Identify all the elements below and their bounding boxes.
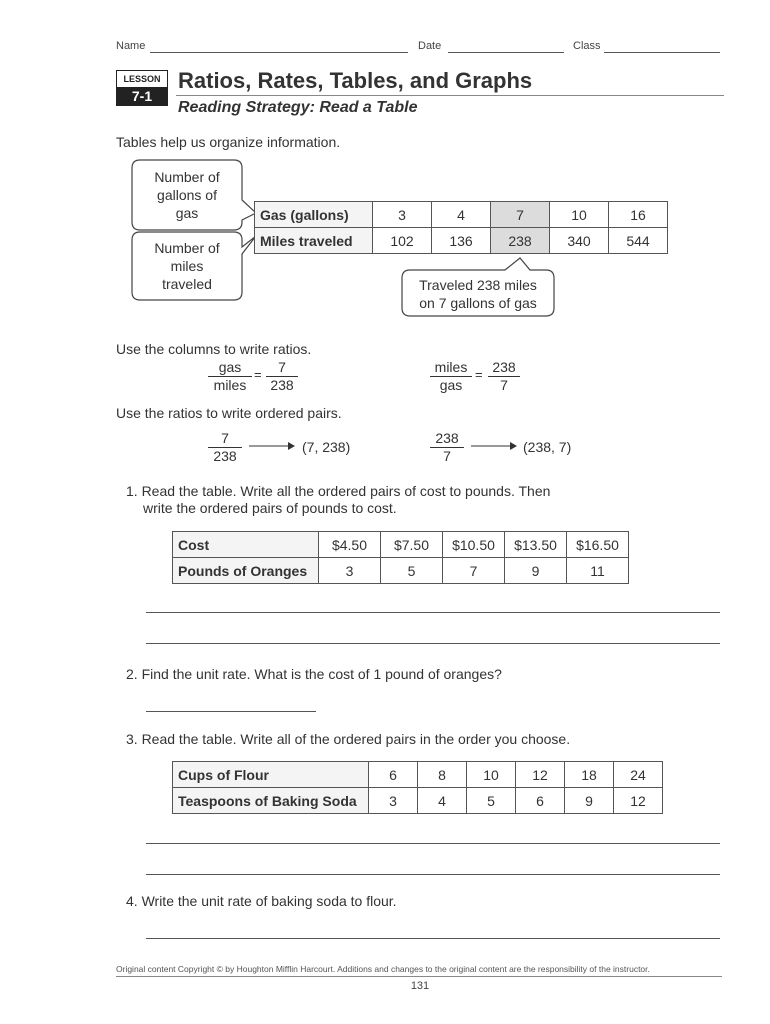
table-cell-highlighted: 238 [491,228,550,254]
gas-miles-table [254,201,668,254]
answer-line[interactable] [146,938,720,939]
table-cell-highlighted: 7 [491,202,550,228]
row-header: Teaspoons of Baking Soda [173,788,369,814]
table-cell: 136 [432,228,491,254]
question-3: 3. Read the table. Write all of the ordered pairs in the order you choose. [126,731,571,747]
question-2: 2. Find the unit rate. What is the cost of 1 pound of oranges? [126,666,502,682]
table-cell: $13.50 [505,532,567,558]
miles-callout-text [132,239,242,293]
traveled-callout-line: on 7 gallons of gas [419,295,537,311]
equals-sign: = [475,367,483,382]
question-4: 4. Write the unit rate of baking soda to flour. [126,893,397,909]
gas-callout-line: gas [175,205,199,221]
flour-soda-table [172,761,663,814]
ordered-pair: (7, 238) [302,439,351,455]
table-cell: 16 [609,202,668,228]
table-cell: 7 [443,558,505,584]
table-cell: 4 [432,202,491,228]
fraction-numerator: 238 [488,359,520,377]
fraction-denominator: 7 [443,448,451,464]
table-row [255,202,668,228]
row-header: Cups of Flour [173,762,369,788]
ordered-pair: (238, 7) [523,439,572,455]
table-cell: 8 [418,762,467,788]
fraction-denominator: 7 [500,377,508,393]
table-row [173,532,629,558]
table-cell: 5 [467,788,516,814]
table-cell: 24 [614,762,663,788]
question-1-line-2: write the ordered pairs of pounds to cost. [143,500,397,516]
table-cell: 9 [565,788,614,814]
answer-line[interactable] [146,612,720,613]
page-number: 131 [410,980,430,992]
ratio-word-fraction [208,359,252,394]
table-row [173,558,629,584]
row-header: Cost [173,532,319,558]
footer-divider [116,976,722,977]
miles-callout-line: Number of [154,240,220,256]
pair-fraction [430,430,464,465]
table-cell: 11 [567,558,629,584]
table-cell: $7.50 [381,532,443,558]
row-header: Miles traveled [255,228,373,254]
table-cell: 12 [614,788,663,814]
traveled-callout-text [402,276,554,312]
answer-line[interactable] [146,711,316,712]
fraction-denominator: gas [439,377,463,393]
table-cell: 18 [565,762,614,788]
miles-callout-line: miles [170,258,204,274]
cost-pounds-table [172,531,629,584]
table-row [173,788,663,814]
copyright-notice: Original content Copyright © by Houghton Mifflin Harcourt. Additions and changes to the original content are the responsibility of the instructor. [116,964,650,974]
ratio-value-fraction [266,359,298,394]
row-header: Gas (gallons) [255,202,373,228]
table-cell: 9 [505,558,567,584]
table-cell: 10 [467,762,516,788]
table-cell: 4 [418,788,467,814]
fraction-numerator: 7 [208,430,242,448]
table-row [255,228,668,254]
table-cell: 10 [550,202,609,228]
page-title: Ratios, Rates, Tables, and Graphs [178,68,533,93]
fraction-numerator: miles [430,359,472,377]
table-cell: 3 [319,558,381,584]
callout-shapes [0,0,770,330]
lesson-number: 7-1 [117,87,167,105]
table-cell: 340 [550,228,609,254]
right-arrow-icon [470,441,518,451]
ratio-value-fraction [488,359,520,394]
pairs-instruction: Use the ratios to write ordered pairs. [116,405,342,421]
traveled-callout-line: Traveled 238 miles [419,277,537,293]
table-cell: $16.50 [567,532,629,558]
table-cell: 3 [373,202,432,228]
equals-sign: = [254,367,262,382]
table-cell: 6 [369,762,418,788]
fraction-denominator: 238 [213,448,237,464]
fraction-denominator: miles [213,377,247,393]
pair-fraction [208,430,242,465]
ratios-instruction: Use the columns to write ratios. [116,341,312,357]
gas-callout-line: Number of [154,169,220,185]
date-label: Date [418,40,442,52]
table-cell: 102 [373,228,432,254]
table-cell: 5 [381,558,443,584]
table-cell: 3 [369,788,418,814]
table-cell: 544 [609,228,668,254]
ratio-word-fraction [430,359,472,394]
page-subtitle: Reading Strategy: Read a Table [178,99,418,116]
table-cell: 12 [516,762,565,788]
class-label: Class [573,40,601,52]
table-row [173,762,663,788]
question-1-line-1: 1. Read the table. Write all the ordered pairs of cost to pounds. Then [126,483,551,499]
right-arrow-icon [248,441,296,451]
table-cell: 6 [516,788,565,814]
lesson-label: LESSON [117,71,167,87]
row-header: Pounds of Oranges [173,558,319,584]
fraction-numerator: gas [208,359,252,377]
gas-callout-line: gallons of [157,187,217,203]
intro-text: Tables help us organize information. [116,134,341,150]
fraction-denominator: 238 [270,377,294,393]
answer-line[interactable] [146,843,720,844]
gas-callout-text [132,168,242,222]
answer-line[interactable] [146,874,720,875]
answer-line[interactable] [146,643,720,644]
miles-callout-line: traveled [162,276,212,292]
fraction-numerator: 7 [266,359,298,377]
fraction-numerator: 238 [430,430,464,448]
table-cell: $4.50 [319,532,381,558]
name-label: Name [116,40,146,52]
table-cell: $10.50 [443,532,505,558]
